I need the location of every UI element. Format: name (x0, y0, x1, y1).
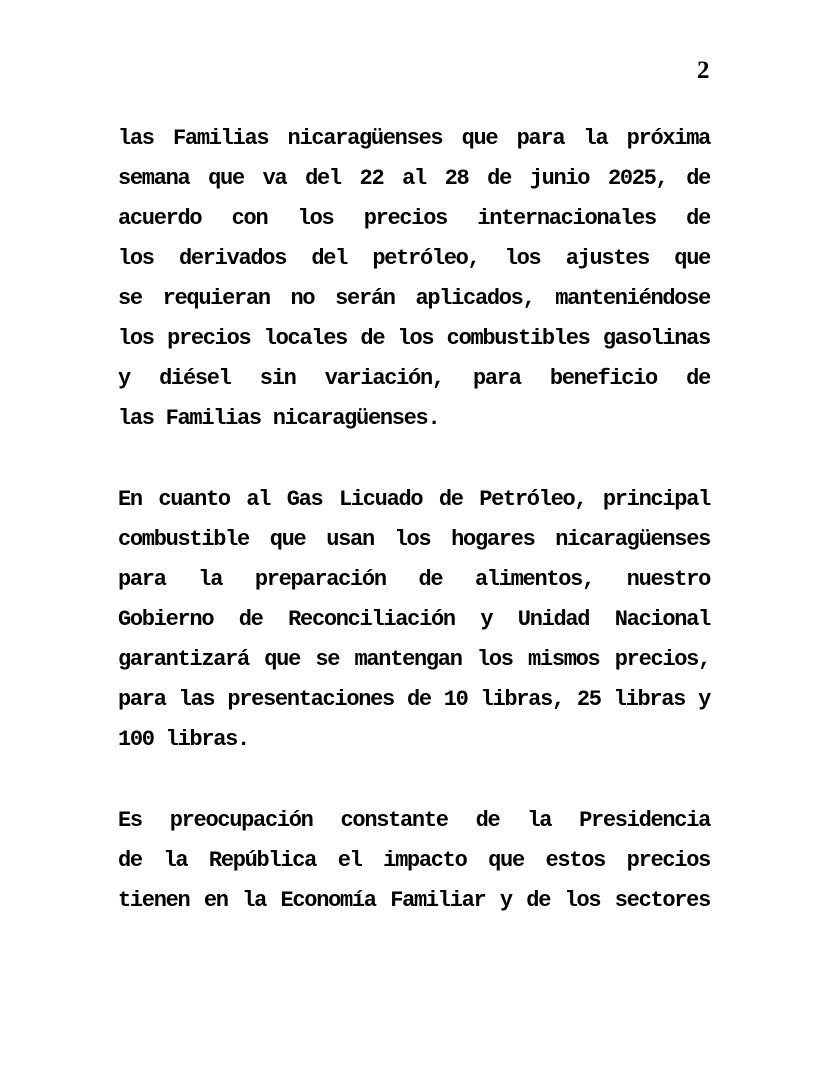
text-line: semana que va del 22 al 28 de junio 2025, de (118, 166, 710, 191)
text-line: las Familias nicaragüenses. (118, 406, 440, 431)
text-line: y diésel sin variación, para beneficio de (118, 366, 710, 391)
text-line: En cuanto al Gas Licuado de Petróleo, principal (118, 487, 710, 512)
text-line: acuerdo con los precios internacionales de (118, 206, 710, 231)
document-body (118, 119, 710, 962)
page-number: 2 (697, 57, 710, 84)
text-line: se requieran no serán aplicados, manteniéndose (118, 286, 710, 311)
paragraph (118, 801, 710, 921)
text-line: de la República el impacto que estos precios (118, 848, 710, 873)
text-line: para las presentaciones de 10 libras, 25 libras y (118, 687, 710, 712)
text-line: 100 libras. (118, 727, 249, 752)
paragraph (118, 480, 710, 760)
text-line: las Familias nicaragüenses que para la próxima (118, 126, 710, 151)
paragraph (118, 119, 710, 439)
text-line: para la preparación de alimentos, nuestro (118, 567, 710, 592)
text-line: Gobierno de Reconciliación y Unidad Nacional (118, 607, 710, 632)
text-line: tienen en la Economía Familiar y de los sectores (118, 888, 710, 913)
text-line: combustible que usan los hogares nicaragüenses (118, 527, 710, 552)
text-line: los precios locales de los combustibles gasolinas (118, 326, 710, 351)
text-line: los derivados del petróleo, los ajustes que (118, 246, 710, 271)
text-line: Es preocupación constante de la Presidencia (118, 808, 710, 833)
text-line: garantizará que se mantengan los mismos precios, (118, 647, 710, 672)
